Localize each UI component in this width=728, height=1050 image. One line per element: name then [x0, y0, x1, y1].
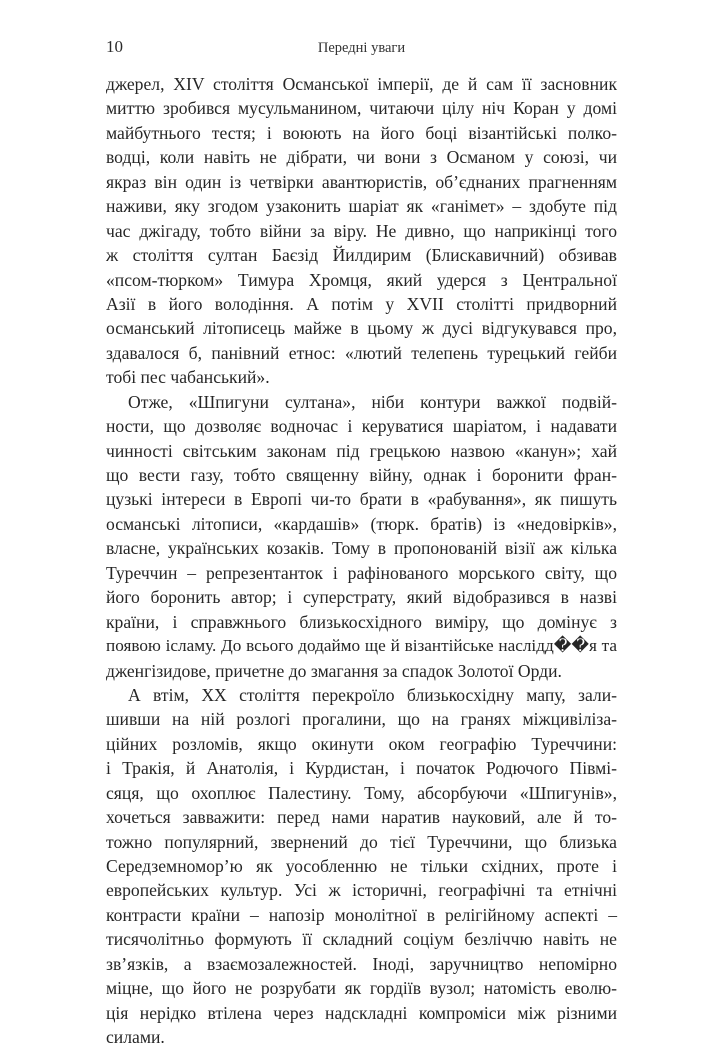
text-line: що вести газу, тобто священну війну, однак і боронити фран-	[106, 465, 617, 485]
text-line: европейських культур. Усі ж історичні, географічні та етнічні	[106, 880, 617, 901]
text-line: наживи, яку згодом узаконить шаріат як «ганімет» – здобуте під	[106, 196, 617, 217]
text-line: джерел, XIV століття Османської імперії, де й сам її засновник	[106, 74, 617, 94]
text-line: контрасти країни – напозір монолітної в релігійному аспекті –	[106, 904, 617, 925]
text-line: здавалося б, панівний етнос: «лютий телепень турецький гейби	[106, 342, 617, 363]
text-line: тисячолітньо формують її складний соціум безліччю навіть не	[106, 929, 617, 950]
text-line: Азії в його володіння. А потім у XVII столітті придворний	[106, 293, 617, 314]
paragraph	[106, 72, 617, 390]
text-line: тобі пес чабанський».	[106, 367, 270, 388]
text-line: країни, і справжнього близькосхідного виміру, що домінує з	[106, 611, 617, 632]
text-line: час джігаду, тобто війни за віру. Не дивно, що наприкінці того	[106, 220, 617, 241]
body-text	[106, 72, 617, 1050]
text-line: Середземномор’ю як уособленню не тільки східних, проте і	[106, 856, 617, 876]
text-line: силами.	[106, 1027, 165, 1048]
text-line: тожно популярний, звернений до тієї Туреччини, що близька	[106, 831, 617, 852]
text-line: майбутнього тестя; і воюють на його боці візантійські полко-	[106, 122, 617, 143]
text-line: ж століття султан Баєзід Йилдирим (Блискавичний) обзивав	[106, 245, 617, 266]
text-line: миттю зробився мусульманином, читаючи цілу ніч Коран у домі	[106, 98, 617, 119]
text-line: «псом-тюрком» Тимура Хромця, який удерся з Центральної	[106, 269, 617, 290]
text-line: шивши на ній розлогі прогалини, що на гранях міжцивіліза-	[106, 709, 617, 730]
page-number: 10	[106, 37, 123, 56]
paragraph	[106, 390, 617, 683]
text-line: сяця, що охоплює Палестину. Тому, абсорбуючи «Шпигунів»,	[106, 782, 617, 803]
text-line: зв’язків, а взаємозалежностей. Іноді, заручництво непомірно	[106, 953, 617, 974]
text-line: його боронить автор; і суперстрату, який відобразився в назві	[106, 587, 617, 608]
text-line: власне, українських козаків. Тому в пропонованій візії аж кілька	[106, 538, 617, 559]
paragraph	[106, 683, 617, 1050]
text-line: цузькі інтереси в Европі чи-то брати в «рабування», як пишуть	[106, 489, 617, 510]
text-line: ційних розломів, якщо окинути оком географію Туреччини:	[106, 733, 617, 754]
text-line: водці, коли навіть не дібрати, чи вони з Османом у союзі, чи	[106, 147, 617, 168]
text-line: А втім, XX століття перекроїло близькосхідну мапу, зали-	[128, 684, 617, 705]
text-line: османські літописи, «кардашів» (тюрк. братів) із «недовірків»,	[106, 513, 617, 534]
text-line: дженгізидове, причетне до змагання за спадок Золотої Орди.	[106, 660, 562, 681]
text-line: Отже, «Шпигуни султана», ніби контури важкої подвій-	[128, 391, 617, 412]
text-line: і Тракія, й Анатолія, і Курдистан, і початок Родючого Півмі-	[106, 758, 617, 779]
text-line: ція нерідко втілена через надскладні компроміси між різними	[106, 1002, 617, 1023]
text-line: якраз він один із четвірки авантюристів, об’єднаних прагненням	[106, 171, 617, 192]
text-line: османський літописець майже в цьому ж дусі відгукувався про,	[106, 318, 617, 339]
text-line: чинності світським законам під грецькою назвою «канун»; хай	[106, 440, 617, 461]
text-line: ности, що дозволяє водночас і керуватися шаріатом, і надавати	[106, 416, 617, 437]
text-line: появою ісламу. До всього додаймо ще й візантійське наслідд��я та	[106, 636, 617, 656]
text-line: міцне, що його не розрубати як гордіїв вузол; натомість еволю-	[106, 978, 617, 999]
text-line: Туреччин – репрезентанток і рафінованого морського світу, що	[106, 562, 617, 583]
running-head-title: Передні уваги	[317, 40, 406, 56]
text-line: хочеться завважити: перед нами наратив науковий, але й то-	[106, 807, 617, 828]
